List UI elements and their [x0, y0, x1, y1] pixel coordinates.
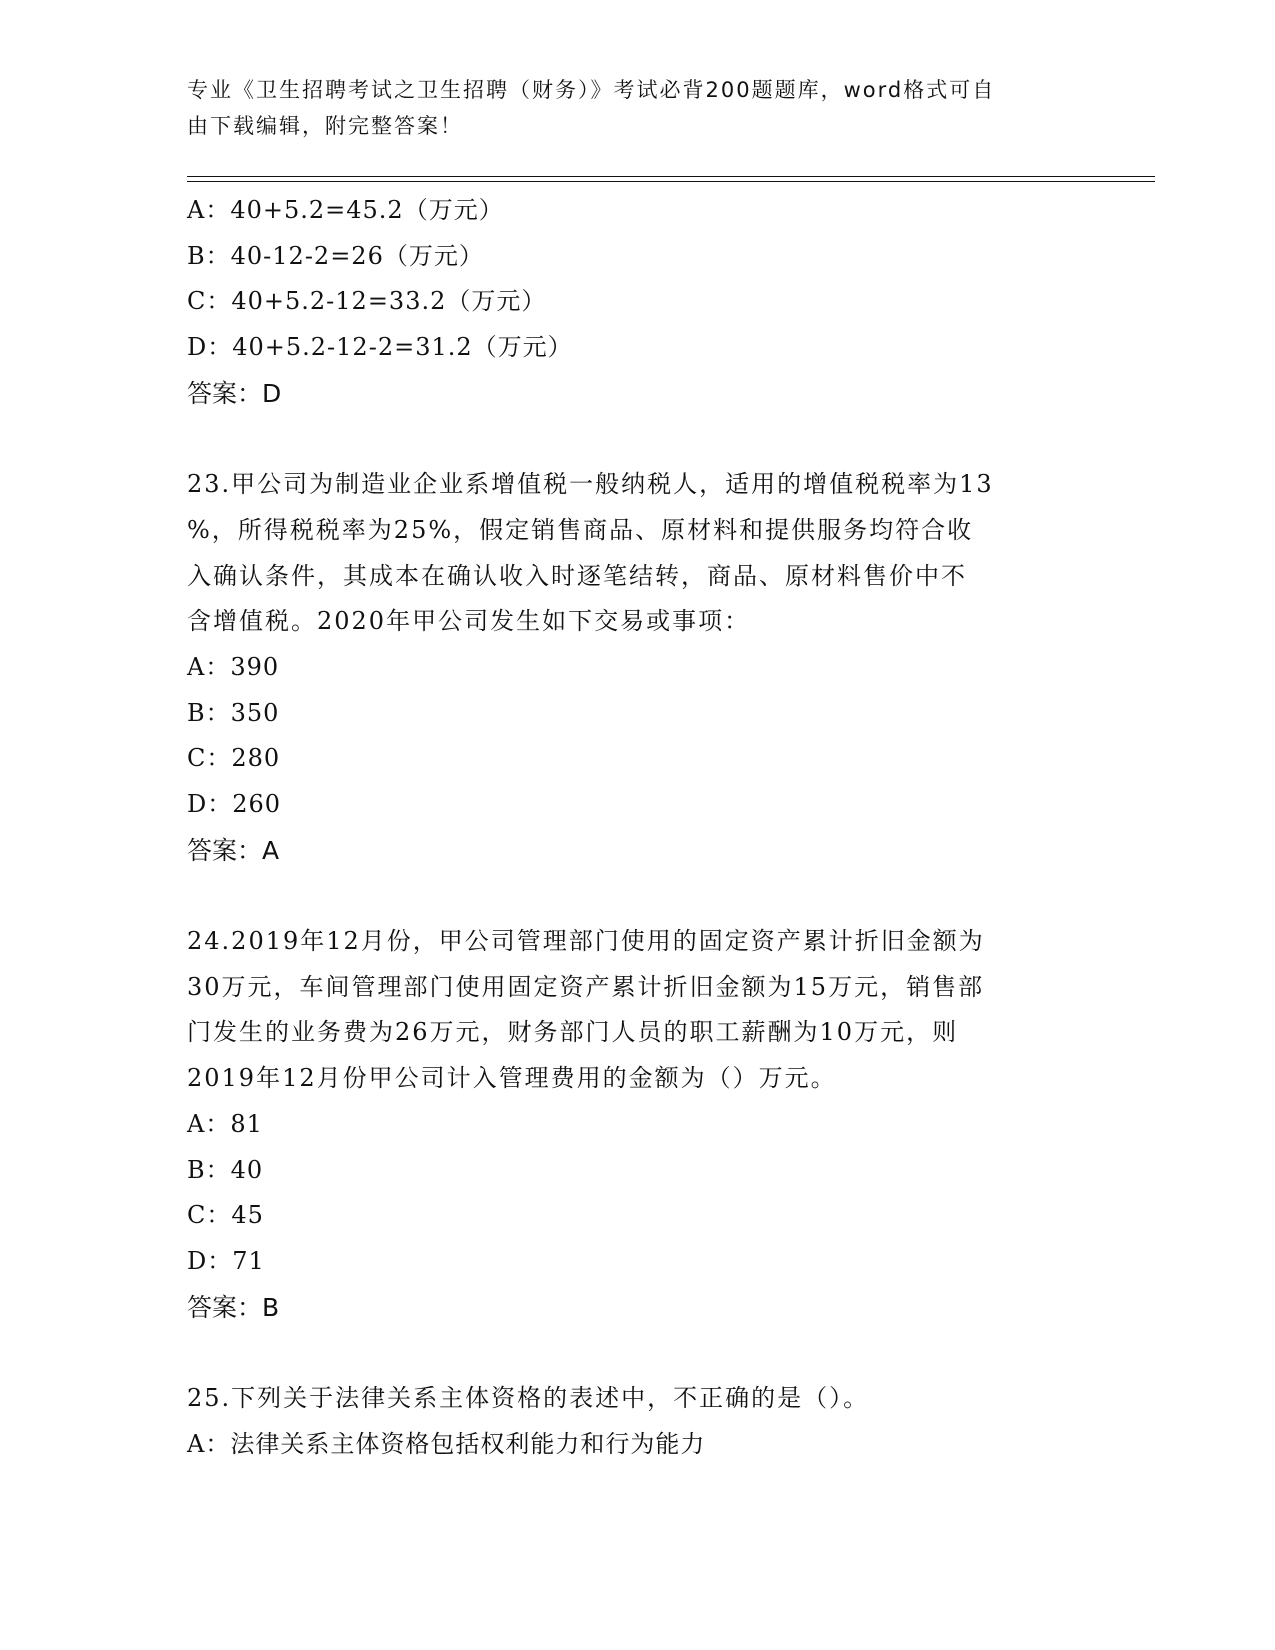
spacer	[187, 416, 1087, 462]
option-c: C：45	[187, 1201, 264, 1230]
question-23	[187, 462, 1087, 873]
document-header	[187, 72, 1067, 144]
answer: 答案：B	[187, 1292, 280, 1322]
spacer	[187, 873, 1087, 919]
stem-line: 24.2019年12月份，甲公司管理部门使用的固定资产累计折旧金额为	[187, 927, 985, 956]
option-b: B：350	[187, 698, 280, 727]
question-25	[187, 1376, 1087, 1467]
option-d: D：71	[187, 1246, 265, 1275]
stem-line: 2019年12月份甲公司计入管理费用的金额为（）万元。	[187, 1064, 837, 1093]
stem-line: 含增值税。2020年甲公司发生如下交易或事项：	[187, 607, 751, 636]
stem-line: 25.下列关于法律关系主体资格的表述中，不正确的是（）。	[187, 1384, 870, 1412]
header-line-1: 专业《卫生招聘考试之卫生招聘（财务）》考试必背200题题库，word格式可自	[187, 78, 996, 102]
question-22	[187, 188, 1087, 416]
question-stem	[187, 919, 1087, 1102]
question-list	[187, 188, 1087, 1467]
header-divider-bottom	[187, 181, 1155, 182]
option-a: A：390	[187, 652, 280, 681]
option-a: A：法律关系主体资格包括权利能力和行为能力	[187, 1429, 706, 1458]
option-d: D：260	[187, 790, 282, 818]
stem-line: 30万元，车间管理部门使用固定资产累计折旧金额为15万元，销售部	[187, 972, 985, 1001]
option-b: B：40	[187, 1155, 264, 1184]
option-c: C：280	[187, 744, 281, 773]
option-d: D：40+5.2-12-2=31.2（万元）	[187, 333, 573, 362]
option-a: A：40+5.2=45.2（万元）	[187, 196, 504, 224]
spacer	[187, 1330, 1087, 1376]
question-stem	[187, 1376, 1087, 1422]
stem-line: 23.甲公司为制造业企业系增值税一般纳税人，适用的增值税税率为13	[187, 470, 994, 499]
stem-line: 门发生的业务费为26万元，财务部门人员的职工薪酬为10万元，则	[187, 1018, 959, 1047]
answer: 答案：D	[187, 378, 282, 408]
option-a: A：81	[187, 1109, 263, 1138]
stem-line: 入确认条件，其成本在确认收入时逐笔结转，商品、原材料售价中不	[187, 561, 967, 590]
answer: 答案：A	[187, 835, 280, 865]
option-b: B：40-12-2=26（万元）	[187, 241, 484, 270]
question-stem	[187, 462, 1087, 645]
header-divider-top	[187, 176, 1155, 177]
header-line-2: 由下载编辑，附完整答案！	[187, 114, 463, 138]
question-24	[187, 919, 1087, 1330]
stem-line: %，所得税税率为25%，假定销售商品、原材料和提供服务均符合收	[187, 515, 974, 544]
option-c: C：40+5.2-12=33.2（万元）	[187, 287, 547, 316]
